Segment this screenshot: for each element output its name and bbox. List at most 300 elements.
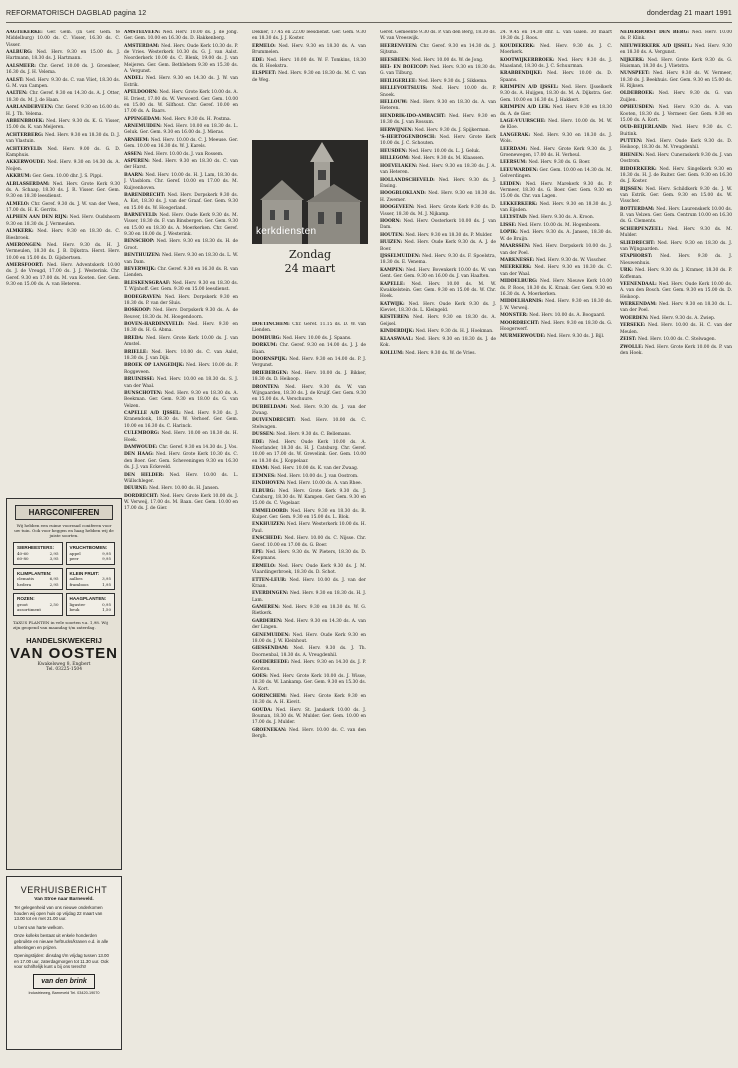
church-service-entry [252,474,366,480]
place-name: HEERENVEEN: [380,43,421,49]
place-name: BUNSCHOTEN: [124,391,165,397]
service-details: Ger. Gem. (in Ger. Gem. te Middelburg) 10.00 ds. C. Visser, 16.30 ds. C. Visser. [6,30,120,48]
place-name: LANGERAK: [500,132,534,138]
church-service-entry [124,124,238,137]
service-details: 24. 9.45 en 14.30 dhr. L. van Galen. 30 maart 19.30 ds. J. Roos. [500,30,612,42]
service-details: Ned. Herv. 9.30 ds. M. Mulder. [620,226,732,239]
church-service-entry [6,50,120,63]
place-name: 'S-HERTOGENBOSCH: [380,135,440,141]
church-service-entry [124,138,238,151]
church-service-entry [124,350,238,363]
church-service-entry [620,268,732,281]
price-box [13,568,63,591]
service-details: Ned. Herv. 9.30 en 18.30 ds. J. van Wijngaarden. [620,240,732,252]
place-name: LAGE-VUURSCHE: [500,118,549,124]
item-price: 2,95 [49,581,59,587]
place-name: HOUTEN: [380,232,406,238]
service-details: Ned. Herv. 9.30 en 18.30 ds. G. van Tilburg. [380,65,496,77]
item-name: peer [69,556,79,561]
service-details: Ned. Herv. 9.30 en 18.30 ds. L. W. van Dam. [124,253,238,265]
service-details: Ned. Herv. 9.30 en 18.30 ds. D. J. van Vlastuin. [6,132,120,145]
service-details: Ned. Herv. 9.30 en 14.00 ds. P. J. Vergunst. [252,357,366,369]
church-service-entry [124,253,238,266]
place-name: DUBBELDAM: [252,404,291,410]
church-service-entry [500,58,612,71]
place-name: ALMKERK: [6,229,38,235]
place-name: MOORDRECHT: [500,320,542,326]
place-name: IJSSELMUIDEN: [380,254,423,260]
service-details: Ned. Herv. 9.30 ds. H. Postma. [162,116,231,122]
church-service-entry [380,351,496,357]
place-name: ENKHUIZEN: [252,522,287,528]
column-3 [252,322,366,1060]
place-name: AMERSFOORT: [6,263,47,269]
place-name: KLAASWAAL: [380,336,416,342]
church-service-entry [252,466,366,472]
service-details: Ned. Herv. 9.30 en 18.30 ds. J. van Eijsden. [500,201,612,213]
service-details: Ned. Herv. 9.30 en 18.30 ds. A. Beekman. Ger. Gem. 9.30 en 18.00 ds. G. van Velzen. [124,391,238,409]
place-name: ERMELO: [252,43,279,49]
service-details: Ned. Herv. 9.30 en 14.30 ds. J. P. Kersten. [252,660,366,672]
service-details: Ned. Herv. Dorpskerk 9.30 ds. A. de Reuver, 18.30 ds. M. Hoogendoorn. [124,308,238,320]
item-price: 1,50 [102,607,111,612]
price-box [13,542,63,565]
church-service-entry [380,233,496,239]
service-details: Ned. Herv. 9.30 en 18.30 ds. A. de Gier. [500,105,612,117]
price-row [17,556,59,562]
price-box-heading: VRUCHTBOMEN: [69,545,108,550]
price-box-heading: KLEIN FRUIT: [69,570,100,576]
church-service-entry [380,315,496,328]
service-details: Ned. Herv. Dorpskerk 9.30 ds. A. Kot, 18.30 ds. J. van der Graaf. Ger. Gem. 9.30 en 15.00 ds. W. Hoogerland. [124,193,238,211]
church-service-entry [620,139,732,152]
item-name: framboos [69,581,89,587]
price-box-heading: SIERHEESTERS: [17,545,55,550]
ad-hargconiferen [6,498,122,870]
service-details: Ned. Herv. St. Janskerk 10.00 ds. J. Bouman, 18.30 ds. W. Mulder. Ger. Gem. 10.00 en 17.00 ds. J. Mulder. [252,707,366,726]
church-service-entry [500,202,612,215]
church-service-entry [500,147,612,160]
place-name: KOOTWIJKERBROEK: [500,57,558,63]
church-service-entry [124,30,238,43]
place-name: DEN HELDER: [124,472,170,478]
price-row [17,582,59,588]
place-name: EDE: [252,57,267,63]
item-price: 3,95 [102,576,111,581]
place-name: KOUDEKERK: [500,43,541,49]
price-row [70,582,112,588]
service-details: Ned. Herv. 10.00 ds. J. van Rossem. [144,151,224,157]
church-service-entry [6,215,120,228]
church-service-entry [380,86,496,99]
service-details: Ned. Herv. Grote Kerk 10.00 ds. J. Wisse, 18.30 ds. W. Lankamp. Ger. Gem. 9.30 en 15.30 ds. A. Kort. [252,674,366,692]
church-service-entry [6,133,120,146]
place-name: CAPELLE A/D IJSSEL: [124,411,185,417]
church-service-entry [124,411,238,430]
service-details: Ned. Herv. 9.30 en 18.30 ds. J. A. van Heteren. [380,163,496,176]
service-details: Ned. Herv. 9.30 ds. J. van der Zwaag. [252,404,366,416]
column-5 [500,30,612,1060]
church-service-entry [124,159,238,172]
church-service-entry [124,473,238,486]
church-service-entry [380,135,496,148]
service-details: Ned. Herv. Nieuwe Kerk 10.00 ds. P. Roos, 18.30 ds. K. Kraak. Ger. Gem. 9.30 en 16.30 ds. A. Moerkerken. [500,279,612,297]
service-details: Ned. Herv. 9.30 ds. W. Visscher. [535,257,607,263]
church-service-entry [620,71,732,90]
service-details: Ned. Herv. 10.00 ds. C. Stelwagen. [252,418,366,430]
service-details: Ned. Herv. 9.30 ds. J. Kramer, 18.30 ds. P. Koffeman. [620,268,732,280]
price-box-heading: HAAGPLANTEN: [69,596,107,601]
place-name: ARNEMUIDEN: [124,124,164,130]
item-name: hedera [17,581,32,587]
service-details: Ned. Herv. 9.30 ds. J. Maasland, 18.30 ds. J. C. Schuurman. [500,57,612,69]
church-service-entry [124,117,238,123]
place-name: ZWOLLE: [620,344,645,350]
service-details: Ned. Herv. 10.00 ds. C. van Aalst, 18.30 ds. J. van Dijk. [124,349,238,361]
service-details: Ned. Herv. 10.00 en 18.30 ds. S. J. van der Waal. [124,377,238,389]
page-header [6,10,732,23]
church-service-entry [380,268,496,281]
church-service-entry [620,337,732,343]
service-details: Ned. Herv. 9.30 ds. J. Th. Doornenbal, 18.30 ds. A. Vreugdenhil. [252,646,366,658]
church-service-entry [380,79,496,85]
service-details: Ned. Herv. 10.00 en 18.30 ds. H. Hoek. [124,431,238,443]
place-name: EEMNES: [252,473,278,479]
service-details: Ned. Herv. 9.30 en 18.30 ds. G. Hoogerwerf. [500,320,612,332]
place-name: HELLEVOETSLUIS: [380,86,433,92]
kerkdiensten-banner [252,140,368,318]
service-details: Ned. Herv. 10.00 ds. L. Wüllschleger. [124,472,238,484]
service-details: Ned. Herv. Oude Kerk 9.30 ds. J. Kieviet, 18.30 ds. L. Kleingeld. [380,301,496,313]
church-service-entry [380,100,496,113]
ad-intro: Wij hebben een ruime voorraad coniferen voor uw tuin. Ook voor heggen en haag hebben wij de juiste soorten. [14,523,114,538]
church-service-entry [124,431,238,444]
place-name: LEERDAM: [500,146,531,152]
service-details: Ned. Herv. 9.30 ds. W. Vermeer, 18.30 ds. J. Beekhuis. Ger. Gem. 9.30 en 15.00 ds. H. Rijksen. [620,71,732,89]
church-service-entry [380,254,496,267]
place-name: AMERONGEN: [6,243,48,249]
church-service-entry [620,105,732,124]
place-name: OUD-BEIJERLAND: [620,125,672,131]
place-name: MEERKERK: [500,265,535,271]
church-service-entry [500,258,612,264]
church-service-entry [6,160,120,173]
church-service-entry [380,329,496,335]
service-details: Ned. Herv. 10.00 ds. P. Roggeveen. [124,363,238,375]
church-service-entry [124,336,238,349]
place-name: WERKENDAM: [620,302,659,308]
service-details: Chr. Geref. 9.30 en 14.30 ds. A. J. Otter, 18.30 ds. M. J. de Haan. [6,91,120,103]
service-details: Ned. Herv. Grote Kerk 9.30 ds. J. Catsburg, 18.30 ds. W. Kampen. Ger. Gem. 9.30 en 15.00 ds. C. Vogelaar. [252,488,366,507]
service-details: Ned. Herv. Oosterkerk 10.00 ds. J. van Dam. [380,219,496,231]
place-name: GARDEREN: [252,618,285,624]
church-service-entry [252,660,366,673]
place-name: ZEIST: [620,337,639,343]
ad-paragraph: Onze kolleks bestaat uit enkele honderden gebruikte en nieuwe heftrucks/kranen e.d. in alle afmetingen en prijzen. [14,933,109,950]
place-name: ENSCHEDE: [252,536,285,542]
service-details: Ned. Herv. 10.00 ds. H. Jansen. [149,486,220,492]
church-service-entry [6,147,120,160]
kerkdiensten-title: kerkdiensten [256,226,317,237]
church-service-entry [252,550,366,563]
church-service-entry [500,71,612,84]
church-service-entry [380,337,496,350]
place-name: DUIVENDRECHT: [252,418,301,424]
place-name: BREDA: [124,335,147,341]
place-name: EINDHOVEN: [252,481,287,487]
service-details: Ned. Herv. Cuneraskerk 9.30 ds. J. van Oostrom. [620,152,732,165]
service-details: Ned. Herv. 9.30 ds. G. van Zuijlen. [620,91,732,103]
church-service-entry [380,128,496,134]
place-name: EDE: [252,439,270,445]
place-name: MIDDELBURG: [500,279,540,285]
place-name: KESTEREN: [380,315,414,321]
service-details: Ned. Herv. 9.30 ds. A. Kroon. [528,215,595,221]
place-name: DORDRECHT: [124,493,161,499]
service-details: Ned. Herv. Oude Kerk 10.30 ds. P. de Vries. Westerkerk 10.30 ds. G. J. van Aalst. Noorderkerk 10.00 ds. C. Blenk, 19.00 ds. J. van Meijeren. Ger. Gem. Bethlehem 9.30 en 15.30 ds. A. Vergunst. [124,43,238,74]
service-details: Ned. Herv. Laurenskerk 10.00 ds. B. van Velzen. Ger. Gem. Centrum 10.00 en 16.30 ds. G. Clements. [620,206,732,225]
service-details: Ned. Herv. 9.30 en 14.30 ds. J. W. van Estrik. [124,76,238,88]
item-name: aalbes [69,576,83,581]
place-name: SCHERPENZEEL: [620,226,669,232]
place-name: DORKUM: [252,343,280,349]
church-service-entry [252,633,366,646]
place-name: AMSTELVEEN: [124,30,163,35]
place-name: DEURNE: [124,486,150,492]
church-service-entry [500,223,612,229]
church-service-entry [6,243,120,262]
place-name: AALSMEER: [6,63,39,69]
place-name: EMMELOORD: [252,508,291,514]
place-name: ABBENBROEK: [6,118,47,124]
service-details: Ned. Herv. 9.30 ds. J. Nieuwenhuis. [620,254,732,266]
place-name: APELDOORN: [124,90,160,96]
church-service-entry [124,363,238,376]
place-name: AAGTEKERKE: [6,30,48,35]
service-details: Ned. Herv. 10.00 ds. M. W. Kwakkelstein. Ger. Gem. 9.30 en 15.00 ds. W. Chr. Hoek. [380,281,496,300]
church-service-entry [620,282,732,301]
church-service-entry [620,30,732,43]
church-service-entry [500,168,612,181]
service-details: Ned. Herv. 10.00 ds. H. J. Lam, 18.30 ds. J. Vlasblom. Chr. Geref. 10.00 en 17.00 ds. M. Kuijvenhoven. [124,172,238,191]
service-details: Ned. Herv. 10.00 ds. W. de Jong. [411,57,484,63]
church-service-entry [620,254,732,267]
place-name: LEIDEN: [500,181,526,187]
service-details: Ned. Herv. 9.30 ds. C. van Vliet, 18.30 ds. G. M. van Campen. [6,77,120,89]
service-details: Ned. Herv. 10.00 ds. D. Spaans. [500,71,612,83]
service-details: Chr. Geref. 10.00 ds. J. Groenleer, 16.30 ds. J. H. Velema. [6,63,120,76]
place-name: OLDEBROEK: [620,91,659,97]
church-service-entry [124,486,238,492]
church-service-entry [500,182,612,201]
place-name: WOERDEN: [620,315,650,321]
place-name: ASSEN: [124,151,145,157]
church-service-entry [252,322,366,335]
church-service-entry [6,105,120,118]
place-name: NUNSPEET: [620,71,653,77]
service-details: Ned. Herv. 9.30 ds. M. Klaassen. [411,156,485,162]
church-service-entry [124,44,238,75]
service-details: Ned. Herv. Oude Kerk 9.30 ds. M. Visser, 18.30 ds. F. van Binsbergen. Ger. Gem. 9.30 en 15.00 en 18.30 ds. A. Moerkerken. Chr. Geref. 9.30 en 18.00 ds. J. Westerink. [124,213,238,237]
church-service-entry [620,302,732,315]
place-name: AKKERWOUDE: [6,160,48,166]
service-details: Ned. Herv. 10.00 ds. C. van den Bergh. [252,727,366,740]
place-name: GROENEKAN: [252,727,290,733]
place-name: AALST: [6,77,26,83]
place-name: MURMERWOUDE: [500,334,547,340]
place-name: ROTTERDAM: [620,206,657,212]
price-boxes [13,542,115,616]
service-details: Ned. Herv. 10.00 ds. W. F. Tomkins, 18.30 ds. B. Hoekstra. [252,57,366,69]
place-name: BROEK OP LANGEDIJK: [124,363,187,369]
service-details: Ned. Herv. 9.30 en 18.30 ds. H. G. Abma. [124,322,238,334]
church-service-entry [6,182,120,201]
service-details: Ned. Herv. Oude Kerk 10.00 ds. A. Noorlander, 18.30 ds. H. J. Catsburg. Chr. Geref. 10.00 en 17.00 ds. W. Grevelink. Ger. Gem. 10.00 en 18.30 ds. J. Koppelaar. [252,439,366,464]
service-details: Ned. Herv. 10.00 ds. J. van Oostrom. [277,473,359,479]
church-service-entry [124,173,238,192]
church-service-entry [620,345,732,358]
church-service-entry [252,509,366,522]
church-service-entry [252,646,366,659]
service-details: Ned. Herv. 9.30 en 18.30 ds. J. van Rossum. [380,113,496,126]
place-name: ERMELO: [252,563,279,569]
item-name: clematis [17,576,35,581]
place-name: BENTHUIZEN: [124,253,162,259]
church-service-entry [252,343,366,356]
price-box-heading: ROZEN: [17,596,35,601]
place-name: HEILIGERLEE: [380,78,419,84]
place-name: BARENDRECHT: [124,193,168,198]
service-details: Chr. Geref. 9.30 en 14.30 ds. J. Sijtsma. [380,43,496,56]
service-details: Ned. Herv. 10.00 ds. C. J. Meeuse. Ger. Gem. 10.00 en 16.30 ds. W. J. Karels. [124,137,238,150]
place-name: KATWIJK: [380,301,409,307]
kerkdiensten-date: 24 maart [284,262,336,275]
place-name: HELLOUW: [380,100,411,106]
church-service-entry [252,385,366,404]
service-details: Ned. Herv. 10.00 ds. H. C. van der Meulen. [620,323,732,335]
service-details: Ned. Herv. Oudshoorn 9.30 en 18.30 ds. J. Vermeulen. [6,215,120,227]
service-details: Ger. Gem. 10.00 en 14.30 ds. M. Golverdingen. [500,167,612,180]
service-details: Chr. Geref. 9.30 ds. J. W. van der Veen, 17.00 ds. H. K. Gerrits. [6,201,120,213]
church-service-entry [252,591,366,604]
place-name: STAPHORST: [620,254,661,260]
place-name: LEEUWARDEN: [500,167,540,173]
service-details: Ned. Herv. 9.30 ds. F. Spoelstra, 18.30 ds. E. Venema. [380,254,496,266]
church-service-entry [380,149,496,155]
place-name: HERWIJNEN: [380,127,415,133]
place-name: PUTTEN: [620,139,646,145]
place-name: LEERSUM: [500,160,529,166]
issue-date: donderdag 21 maart 1991 [646,10,732,17]
service-details: Ned. Herv. 10.00 ds. C. Stelwagen. [638,337,716,343]
price-box [66,568,116,591]
church-service-entry [6,30,120,49]
service-details: Ned. Herv. Bovenkerk 10.00 ds. W. van Gent. Ger. Gem. 9.30 en 16.00 ds. J. van Haaften. [380,267,496,280]
service-details: Ned. Herv. 9.30 en 18.30 ds. W. G. Rietkerk. [252,605,366,617]
service-details: Ned. Herv. 9.30 en 18.30 ds. H. de Groot. [124,239,238,251]
place-name: MAARSSEN: [500,244,533,250]
ad-verhuisbericht [6,876,122,1050]
church-service-entry [620,316,732,322]
church-service-entry [380,44,496,57]
place-name: GOES: [252,674,270,680]
church-service-entry [252,418,366,431]
service-details: Ned. Herv. 10.00 ds. P. Klink. [620,30,732,42]
service-details: Ned. Herv. 9.30 en 18.30 ds. C. Biesbroek. [6,229,120,241]
church-service-entry [500,85,612,104]
church-service-entry [620,207,732,226]
church-service-entry [6,202,120,215]
price-row [70,607,112,613]
place-name: BODEGRAVEN: [124,294,165,300]
church-service-entry [500,334,612,340]
place-name: YERSEKE: [620,323,649,329]
service-details: Ned. Herv. 9.30 en 18.30 ds. L. van der Poel. [620,302,732,314]
service-details: Ned. Herv. Grote Kerk 10.00 ds. A. H. Driest, 17.00 ds. W. Verwoerd. Ger. Gem. 10.00 en 15.00 ds. W. Silfhout. Chr. Geref. 10.00 en 17.00 ds. A. Baars. [124,90,238,115]
service-details: Ned. Herv. Grote Kerk 10.30 ds. C. den Boer. Ger. Gem. Scheveningen 9.30 en 16.30 ds. J. J. van Eckeveld. [124,452,238,471]
church-service-entry [500,133,612,146]
place-name: ELSPEET: [252,71,279,77]
service-details: Ned. Herv. Singelkerk 9.30 en 18.30 ds. H. J. de Ruiter. Ger. Gem. 9.30 en 16.30 ds. J. Koster. [620,166,732,185]
church-service-entry [500,244,612,257]
place-name: DUSSEN: [252,432,277,438]
place-name: KRIMPEN A/D IJSSEL: [500,85,562,91]
place-name: HOLLANDSCHEVELD: [380,177,439,183]
service-details: Ned. Herv. 10.00 ds. K. van der Zwaag. [270,466,359,472]
place-name: AARLANDERVEEN: [6,105,55,111]
church-service-entry [500,321,612,334]
place-name: RHENEN: [620,152,646,158]
place-name: HOOGEVEEN: [380,205,417,211]
service-details: Ned. Herv. 9.30 ds. H. J. Hoekman. [415,329,494,335]
place-name: MARKNESSE: [500,257,536,263]
place-name: ACHTERVELD: [6,146,48,152]
place-name: OPHEUSDEN: [620,105,659,111]
church-service-entry [252,674,366,693]
service-details: Ned. Herv. 9.30 ds. J. Sikkema. [418,78,488,84]
place-name: DRONTEN: [252,384,286,390]
price-box [66,542,116,565]
place-name: MIDDELHARNIS: [500,299,546,305]
church-service-entry [620,125,732,138]
shop-type: HANDELSKWEKERIJ [26,635,102,645]
service-details: Ned. Herv. 9.30 en 14.30 ds. A. van der Lingen. [252,618,366,631]
church-service-entry [500,230,612,243]
price-row [70,556,112,562]
service-details: Ned. Herv. 9.30 en 18.30 ds. A. Geijsel. [380,315,496,327]
item-name: beuk [69,607,80,612]
church-service-entry [380,240,496,253]
church-service-entry [380,58,496,64]
service-details: Ned. Herv. Oude Kerk 9.30 ds. D. Heikoop, 18.30 ds. M. Vreugdenhil. [620,139,732,151]
church-service-entry [500,279,612,298]
church-service-entry [252,489,366,508]
service-details: Ned. Herv. 9.30 ds. C. Bellemans. [276,432,352,438]
service-details: Ned. Herv. 10.00 ds. C. Nijsse. Chr. Geref. 10.00 en 17.00 ds. G. Boer. [252,536,366,548]
church-service-entry [620,58,732,71]
service-details: Ned. Herv. 9.30 en 18.30 ds. C. van der Harst. [124,159,238,171]
service-details: Ned. Herv. 10.00 ds. J. de Jong. Ger. Gem. 10.00 en 16.30 ds. D. Hakkenberg. [124,30,238,42]
place-name: DRIEBERGEN: [252,370,292,376]
service-details: Ned. Herv. 9.00 ds. G. D. Kamphuis. [6,146,120,158]
service-details: Ned. Herv. Grote Kerk 10.00 ds. P. van den Hoek. [620,344,732,356]
service-details: Ned. Herv. 9.30 en 18.30 ds. A. Vergunst. [620,43,732,56]
service-details: Ned. Herv. Dorpskerk 9.30 en 18.30 ds. P. van der Sluis. [124,294,238,306]
item-price: 2,50 [49,601,59,607]
church-service-entry [500,265,612,278]
place-name: HEUSDEN: [380,148,409,154]
service-details: Ned. Herv. 9.30 ds. J. Bijl. [547,334,605,340]
